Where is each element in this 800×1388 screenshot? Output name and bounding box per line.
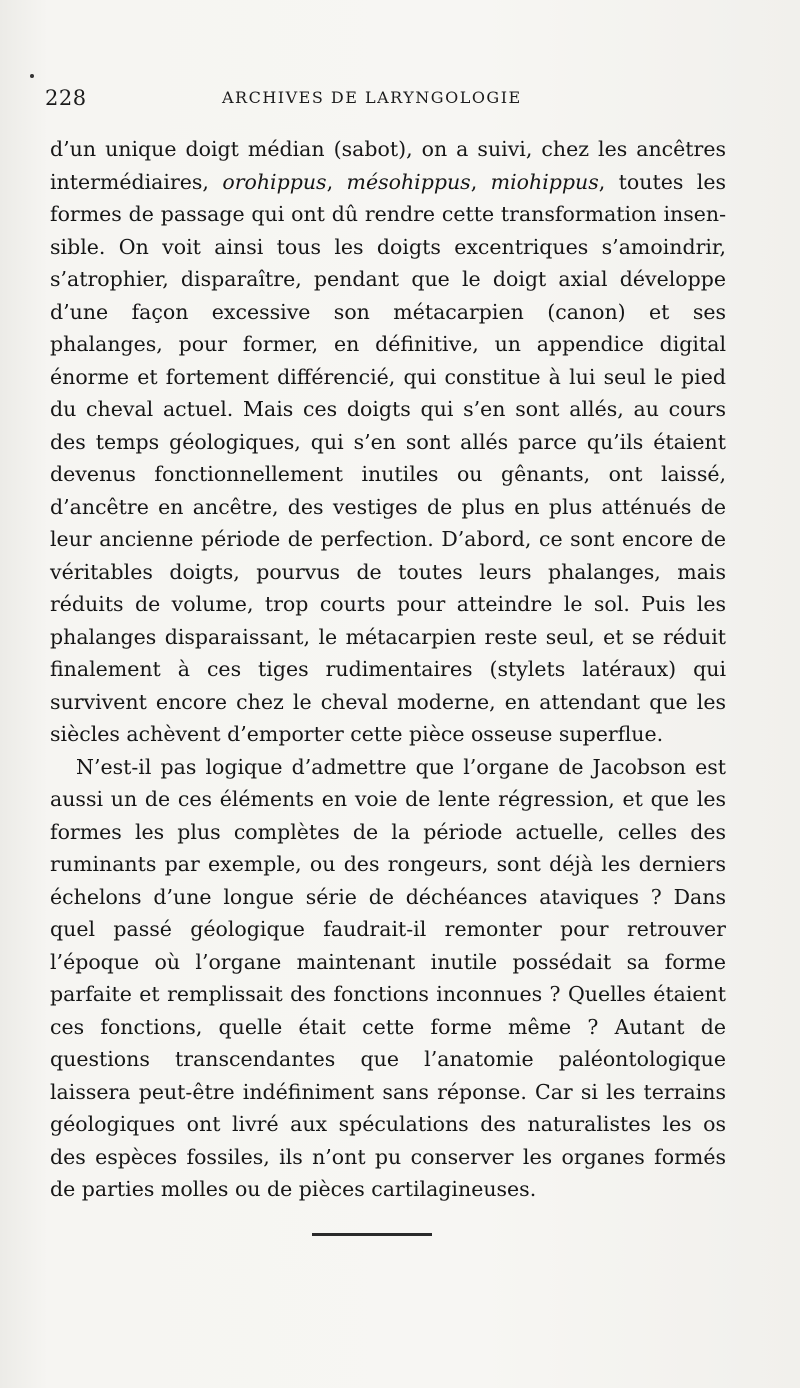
taxon-orohippus: orohippus xyxy=(222,169,327,194)
paragraph-2: N’est-il pas logique d’admettre que l’organe de Jacobson est aussi un de ces éléments en voie de lente régression, et que les formes les plus complètes de la période actuelle, celles des ruminants par exemple, ou des rongeurs, sont déjà les derniers échelons d’une longue série de déchéances ataviques ? Dans quel passé géologique faudrait-il remonter pour retrouver l’époque où l’organe maintenant inutile possédait sa forme parfaite et remplissait des fonctions inconnues ? Quelles étaient ces fonctions, quelle était cette forme même ? Autant de questions transcendantes que l’anatomie paléontologique laissera peut-être indéfiniment sans réponse. Car si les terrains géologiques ont livré aux spéculations des naturalistes les os des espèces fossiles, ils n’ont pu conserver les organes formés de parties molles ou de pièces cartilagineuses. xyxy=(50,754,726,1201)
print-speck xyxy=(30,74,34,78)
paragraph-1-end: , toutes les formes de passage qui ont dû rendre cette transformation insensible. On voit ainsi tous les doigts excentriques s’amoindrir, s’atrophier, disparaître, pendant que le doigt axial développe d’une façon excessive son métacarpien (canon) et ses phalanges, pour former, en définitive, un appendice digital énorme et fortement différencié, qui constitue à lui seul le pied du cheval actuel. Mais ces doigts qui s’en sont allés, au cours des temps géologiques, qui s’en sont allés parce qu’ils étaient devenus fonctionnellement inutiles ou gênants, ont laissé, d’ancêtre en ancêtre, des vestiges de plus en plus atténués de leur ancienne période de perfection. D’abord, ce sont encore de véritables doigts, pourvus de toutes leurs phalanges, mais réduits de volume, trop courts pour atteindre le sol. Puis les phalanges disparaissant, le métacarpien reste seul, et se réduit finalement à ces tiges rudimentaires (stylets latéraux) qui survivent encore chez le cheval moderne, en attendant que les siècles achèvent d’emporter cette pièce osseuse superflue. xyxy=(50,169,726,746)
separator: , xyxy=(470,169,491,194)
paragraph-1-start: d’un unique doigt médian (sabot), on a suivi, chez les ancêtres intermédiaires, xyxy=(50,137,726,194)
separator: , xyxy=(326,169,347,194)
taxon-mesohippus: mésohippus xyxy=(346,169,471,194)
running-head: ARCHIVES DE LARYNGOLOGIE xyxy=(222,88,522,107)
page-header xyxy=(45,86,755,114)
paragraph-1 xyxy=(50,133,726,751)
page-number: 228 xyxy=(45,86,87,110)
section-divider-rule xyxy=(312,1233,432,1236)
taxon-miohippus: miohippus xyxy=(490,169,599,194)
body-text xyxy=(50,133,726,1206)
